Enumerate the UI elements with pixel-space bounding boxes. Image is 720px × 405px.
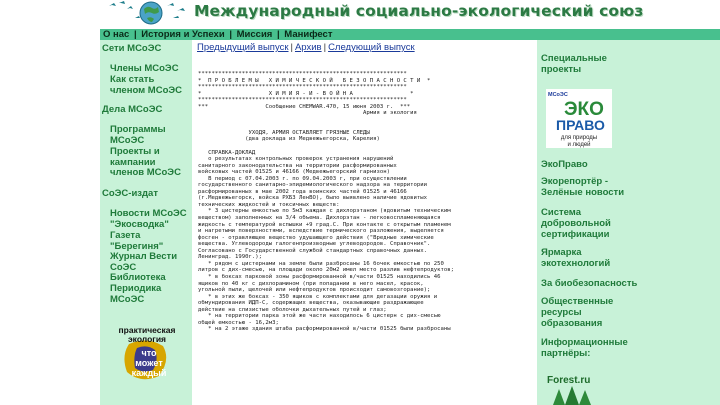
special-projects-heading: Специальные проекты xyxy=(541,53,607,75)
article-line: обмундирования ИДП-С, содержащих вещества, оказывающие раздражающее xyxy=(198,300,424,307)
article-line: (два доклада из Медвежьегорска, Карелия) xyxy=(198,136,380,143)
sidebar-section-networks[interactable]: Сети МСоЭС xyxy=(102,43,162,54)
article-line: и нагретыми поверхностями, вследствие термического разложения, выделяется xyxy=(198,228,444,235)
globe-birds-logo-icon[interactable] xyxy=(107,0,189,29)
article-line: литров с дих-смесью, на площади около 20м2 имел место разлив нефтепродуктов; xyxy=(198,267,454,274)
eko-logo-eko: ЭКО xyxy=(564,99,604,120)
article-line: * на территории парка этой же части находилось 6 цистерн с дих-смесью xyxy=(198,313,441,320)
article-line: о результатах контрольных проверок устранения нарушений xyxy=(198,156,394,163)
article-line: * на 2 этаже здания штаба расформированной в/части 01525 были разбросаны xyxy=(198,326,451,333)
article-line: веществом) заполненных на 3/4 объема. Дихлорэтан - легковоспламеняющаяся xyxy=(198,215,441,222)
sidebar-item-periodicals[interactable]: Периодика МСоЭС xyxy=(110,283,162,305)
eko-logo-small: МСоЭС xyxy=(548,92,568,98)
nav-item-history[interactable]: История и Успехи xyxy=(141,29,225,40)
eko-logo-tagline-2: и людей xyxy=(567,142,591,148)
article-line: * в этих же боксах - 350 ящиков с комплектами для дегазации оружия и xyxy=(198,293,438,300)
nav-separator: | xyxy=(229,29,232,40)
article-line: действие на слизистые оболочки дыхательных путей и глаз; xyxy=(198,306,387,313)
issue-navigation xyxy=(197,42,415,53)
badge-line-4: может xyxy=(135,358,163,368)
right-link-fair[interactable]: Ярмарка экотехнологий xyxy=(541,247,611,269)
article-line: фосген - отравляющее вещество удушающего действия ("Вредные химические xyxy=(198,234,434,241)
sidebar-item-journal[interactable]: Журнал Вести СоЭС xyxy=(110,251,178,273)
article-line: жидкость с температурой вспышки +9 град.С. При контакте с открытым пламенем xyxy=(198,221,451,228)
article-line: Ленинград. 1990г.); xyxy=(198,254,262,261)
article-line: * П Р О Б Л Е М Ы Х И М И Ч Е С К О Й Б Е З О П А С Н О С Т И * xyxy=(198,77,431,84)
sidebar-item-library[interactable]: Библиотека xyxy=(110,272,166,283)
forest-logo-text: Forest.ru xyxy=(547,375,591,386)
nav-separator: | xyxy=(133,29,137,40)
badge-line-1: практическая xyxy=(118,325,176,335)
article-line: ************************************************************** xyxy=(198,71,407,77)
sidebar-section-affairs[interactable]: Дела МСоЭС xyxy=(102,104,163,115)
right-link-education[interactable]: Общественные ресурсы образования xyxy=(541,296,614,329)
article-line: УХОДЯ, АРМИЯ ОСТАВЛЯЕТ ГРЯЗНЫЕ СЛЕДЫ xyxy=(198,129,370,136)
article-line: СПРАВКА-ДОКЛАД xyxy=(198,149,256,156)
ekopravo-logo[interactable] xyxy=(546,89,612,148)
nav-item-manifest[interactable]: Манифест xyxy=(284,29,333,40)
article-line: Армия и экология xyxy=(198,110,417,117)
badge-line-2: экология xyxy=(127,334,167,344)
article-line: * Х И М И Я - И - В О Й Н А * xyxy=(198,90,414,97)
link-separator: | xyxy=(323,42,327,53)
article-line: * в боксах парковой зоны расформированной в/части 01525 находились 46 xyxy=(198,273,441,280)
forest-ru-logo[interactable] xyxy=(545,371,603,405)
article-line: войсковых частей 01525 и 46166 (Медвежьегорский гарнизон) xyxy=(198,169,390,176)
article-line: ************************************************************** xyxy=(198,97,407,104)
right-link-ekoreporter[interactable]: Экорепортёр - Зелёные новости xyxy=(541,176,625,198)
sidebar-item-ekosvodka[interactable]: "Экосводка" xyxy=(110,219,169,230)
next-issue-link[interactable]: Следующий выпуск xyxy=(328,42,415,53)
top-nav xyxy=(100,29,720,40)
sidebar-item-projects[interactable]: Проекты и кампании членов МСоЭС xyxy=(110,146,181,178)
eko-logo-pravo: ПРАВО xyxy=(556,117,605,133)
site-header xyxy=(0,0,720,29)
link-separator: | xyxy=(290,42,293,53)
article-line: * рядом с цистернами на земле были разбросаны 16 бочек емкостью по 250 xyxy=(198,260,444,267)
article-line: общей емкостью - 16,2м3; xyxy=(198,319,279,326)
article-line: расформированных в мае 2002 года воинских частей 01525 и 46166 xyxy=(198,188,407,195)
sidebar-item-members[interactable]: Члены МСоЭС xyxy=(110,63,179,74)
eko-logo-tagline-1: для природы xyxy=(560,135,598,141)
article-line: санитарного законодательства на территории расформированных xyxy=(198,162,397,169)
badge-line-5: каждый xyxy=(131,368,167,378)
prev-issue-link[interactable]: Предыдущий выпуск xyxy=(197,42,289,53)
nav-item-mission[interactable]: Миссия xyxy=(236,29,273,40)
nav-separator: | xyxy=(276,29,280,40)
sidebar-item-join[interactable]: Как стать членом МСоЭС xyxy=(110,74,182,96)
article-line: угольной пыли, щелочей или нефтепродуктов происходит самовозгорание); xyxy=(198,287,431,294)
article-line: Согласовано с Государственной службой стандартных справочных данных. xyxy=(198,247,428,254)
badge-line-3: что xyxy=(141,348,157,358)
article-line: технических жидкостей и токсичных веществ: xyxy=(198,201,340,208)
article-line: ************************************************************** xyxy=(198,84,407,91)
nav-item-about[interactable]: О нас xyxy=(103,29,130,40)
article-text xyxy=(198,71,534,333)
article-line: * 3 цистерны емкостью по 5м3 каждая с дихлорэтаном (ядовитым техническим xyxy=(198,208,451,215)
right-link-certification[interactable]: Система добровольной сертификации xyxy=(541,207,611,240)
practical-ecology-badge[interactable] xyxy=(107,324,187,382)
archive-link[interactable]: Архив xyxy=(294,42,322,53)
sidebar-item-bereginya[interactable]: Газета "Берегиня" xyxy=(110,230,164,252)
sidebar-section-publishing[interactable]: СоЭС-издат xyxy=(102,188,158,199)
article-line: государственного санитарно-эпидемиологического надзора на территории xyxy=(198,182,428,189)
sidebar-item-programs[interactable]: Программы МСоЭС xyxy=(110,124,166,146)
article-line: В период с 07.04.2003 г. по 09.04.2003 г, при осуществлении xyxy=(198,175,407,182)
article-line: (г.Медвежьегорск, войска РХБЗ ЛенВО), было выявлено наличие ядовитых xyxy=(198,195,428,202)
article-line: ящиков по 40 кг с дихлорамином (при попадании в него масел, красок, xyxy=(198,280,424,287)
right-link-ekopravo[interactable]: ЭкоПраво xyxy=(541,159,588,170)
partners-heading: Информационные партнёры: xyxy=(541,337,628,359)
sidebar-item-news[interactable]: Новости МСоЭС xyxy=(110,208,187,219)
right-link-biosafety[interactable]: За биобезопасность xyxy=(541,278,638,289)
article-line: *** Сообщение CHEMWAR.470, 15 июня 2003 г. *** xyxy=(198,103,411,110)
article-line: вещества. Углеводороды галогенпроизводные углеводородов. Справочник". xyxy=(198,241,431,248)
site-title: Международный социально-экологический союз xyxy=(194,2,644,20)
